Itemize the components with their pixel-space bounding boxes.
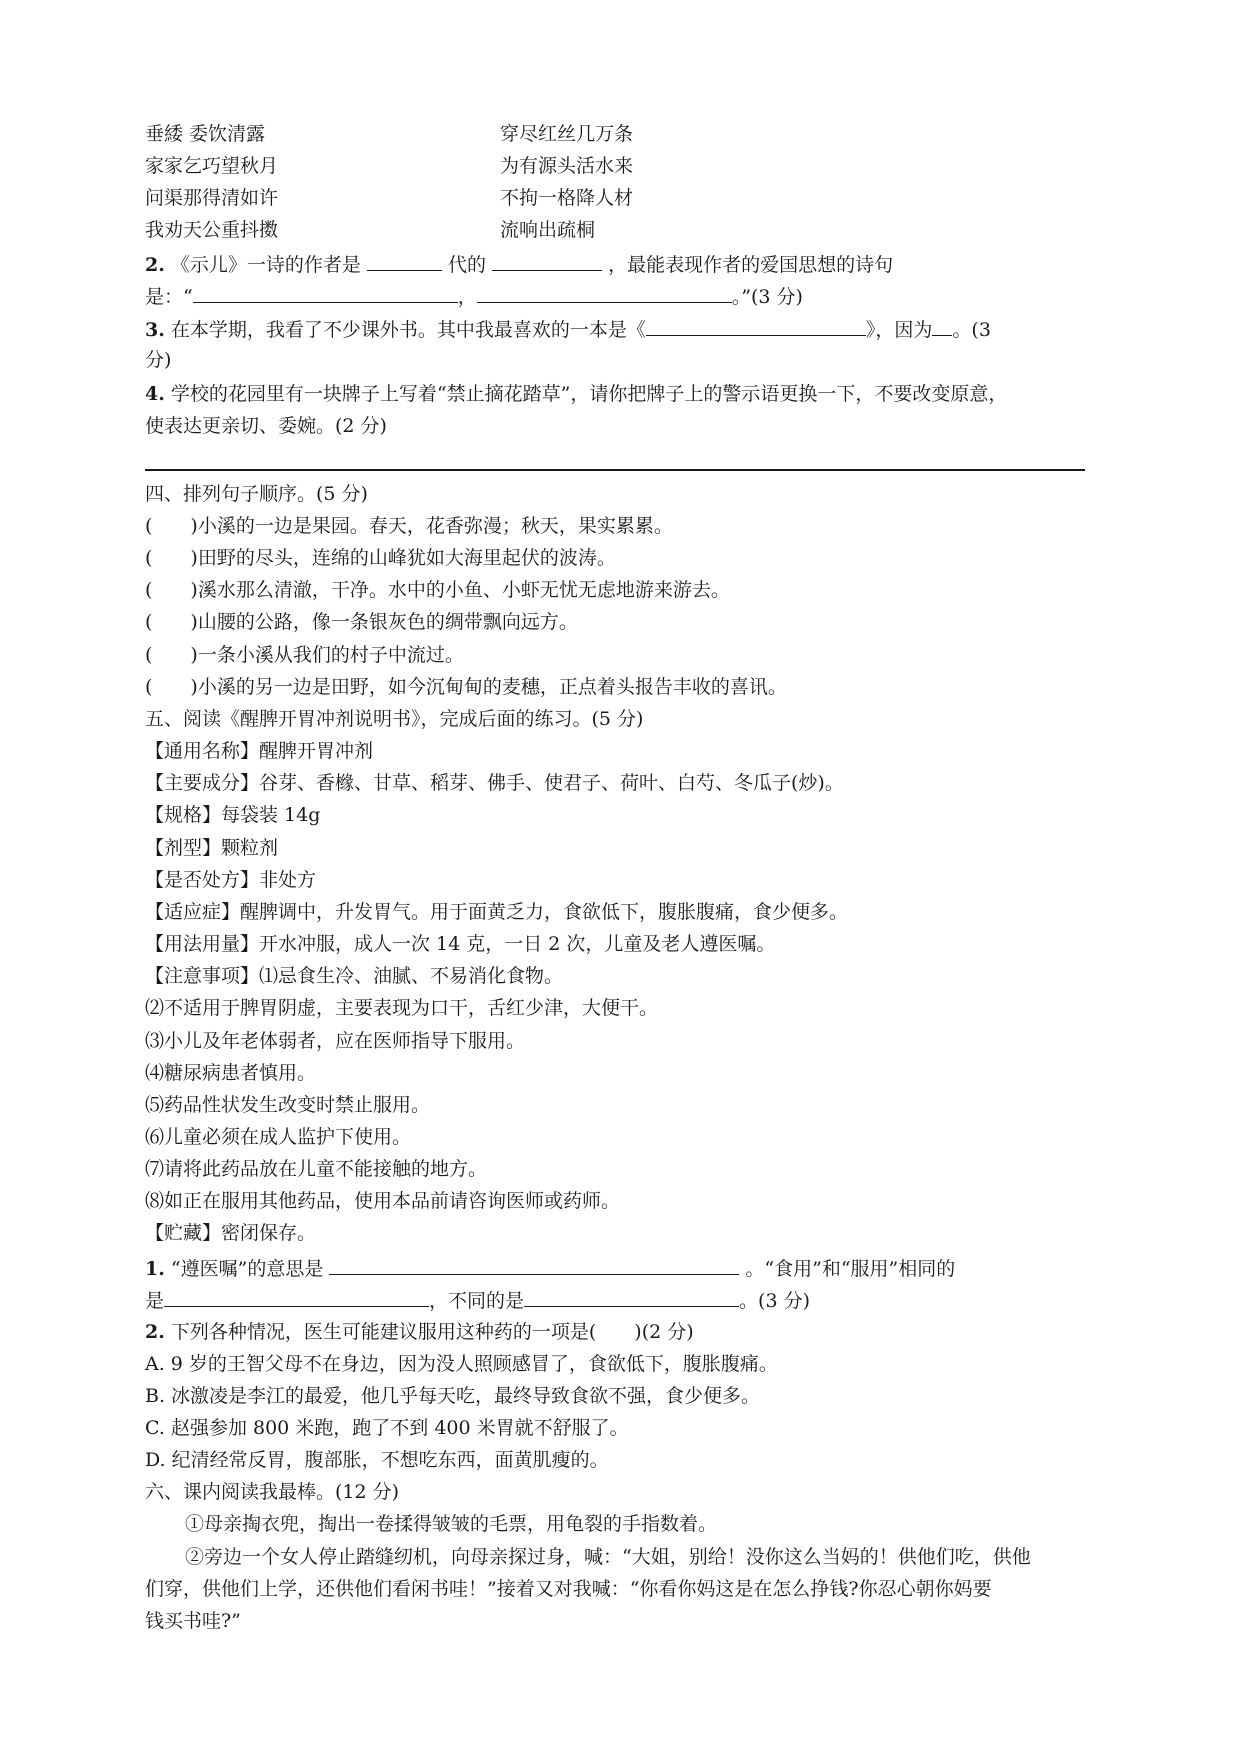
instruction-line: ⑸药品性状发生改变时禁止服用。 [145,1094,431,1116]
answer-blank[interactable] [932,316,952,336]
poem-line-left: 问渠那得清如许 [145,187,279,209]
poem-pair-row [145,122,1105,146]
question-number: 2. [145,1321,165,1343]
instruction-line: 【剂型】颗粒剂 [145,837,279,859]
section-6-title: 六、课内阅读我最棒。(12 分) [145,1481,400,1503]
instruction-line: ⑺请将此药品放在儿童不能接触的地方。 [145,1158,488,1180]
poem-line-left: 家家乞巧望秋月 [145,155,279,177]
question-3-line-2 [145,348,1105,372]
passage-paragraph-1: ①母亲掏衣兜，掏出一卷揉得皱皱的毛票，用龟裂的手指数着。 [185,1513,718,1535]
question-2-line-2 [145,283,1105,309]
section-4-title: 四、排列句子顺序。(5 分) [145,483,368,505]
question-text: 分) [145,349,172,371]
question-text: 。(3 [952,319,991,341]
ordering-item: ( )小溪的另一边是田野，如今沉甸甸的麦穗，正点着头报告丰收的喜讯。 [145,676,787,698]
question-text: 代的 [448,254,487,276]
answer-blank[interactable] [329,1255,739,1275]
instruction-line: ⑷糖尿病患者慎用。 [145,1062,317,1084]
question-4-line-2 [145,414,1105,438]
poem-pair-row [145,154,1105,178]
ordering-item: ( )田野的尽头，连绵的山峰犹如大海里起伏的波涛。 [145,547,616,569]
instruction-line: ⑻如正在服用其他药品，使用本品前请咨询医师或药师。 [145,1190,621,1212]
question-3-line-1 [145,316,1105,342]
answer-blank[interactable] [477,283,732,303]
instruction-line: ⑹儿童必须在成人监护下使用。 [145,1126,412,1148]
poem-pair-row [145,218,1105,242]
instruction-line: 【用法用量】开水冲服，成人一次 14 克，一日 2 次，儿童及老人遵医嘱。 [145,933,776,955]
instruction-line: 【贮藏】密闭保存。 [145,1222,317,1244]
question-text: 》，因为 [865,319,933,341]
question-text: 使表达更亲切、委婉。(2 分) [145,415,387,437]
sec5-question-1-text [145,1255,955,1281]
answer-blank[interactable] [524,1287,739,1307]
section-5-title: 五、阅读《醒脾开胃冲剂说明书》，完成后面的练习。(5 分) [145,708,644,730]
answer-blank[interactable] [193,283,458,303]
question-text: 下列各种情况，医生可能建议服用这种药的一项是( )(2 分) [170,1321,694,1343]
choice-option-a: A. 9 岁的王智父母不在身边，因为没人照顾感冒了，食欲低下，腹胀腹痛。 [145,1353,778,1375]
instruction-line: 【是否处方】非处方 [145,869,317,891]
question-4-line-1 [145,382,1105,406]
choice-option-b: B. 冰激凌是李江的最爱，他几乎每天吃，最终导致食欲不强，食少便多。 [145,1385,761,1407]
instruction-line: ⑶小儿及年老体弱者，应在医师指导下服用。 [145,1030,526,1052]
poem-line-left: 垂緌 委饮清露 [145,123,266,145]
instruction-line: 【主要成分】谷芽、香橼、甘草、稻芽、佛手、使君子、荷叶、白芍、冬瓜子(炒)。 [145,772,844,794]
question-text: 。“食用”和“服用”相同的 [745,1258,956,1280]
answer-blank[interactable] [646,316,866,336]
question-2-text [145,251,893,277]
question-number: 1. [145,1258,165,1280]
instruction-line: 【规格】每袋装 14g [145,804,321,826]
instruction-line: 【适应症】醒脾调中，升发胃气。用于面黄乏力，食欲低下，腹胀腹痛，食少便多。 [145,901,849,923]
question-text: 在本学期，我看了不少课外书。其中我最喜欢的一本是《 [170,319,646,341]
sec5-question-2 [145,1320,1105,1344]
question-text: 是 [145,1290,165,1312]
poem-line-right: 流响出疏桐 [500,219,596,241]
question-2-line-1 [145,251,1105,277]
poem-line-right: 不拘一格降人材 [500,187,634,209]
question-text: “遵医嘱”的意思是 [170,1258,324,1280]
sec5-question-1-line-1 [145,1255,1105,1281]
poem-line-right: 穿尽红丝几万条 [500,123,634,145]
poem-line-left: 我劝天公重抖擞 [145,219,279,241]
question-text: 。(3 分) [739,1290,810,1312]
question-text: 《示儿》一诗的作者是 [170,254,361,276]
question-number: 2. [145,254,165,276]
question-text: 是：“ [145,286,193,308]
ordering-item: ( )一条小溪从我们的村子中流过。 [145,644,464,666]
answer-blank[interactable] [164,1287,429,1307]
answer-line[interactable] [145,469,1085,471]
poem-pair-row [145,186,1105,210]
answer-blank[interactable] [492,251,602,271]
question-text: ， [457,286,477,308]
answer-blank[interactable] [367,251,442,271]
ordering-item: ( )山腰的公路，像一条银灰色的绸带飘向远方。 [145,611,578,633]
question-text: 学校的花园里有一块牌子上写着“禁止摘花踏草”，请你把牌子上的警示语更换一下，不要改变原意， [170,383,1008,405]
ordering-item: ( )小溪的一边是果园。春天，花香弥漫；秋天，果实累累。 [145,515,673,537]
question-text: ，最能表现作者的爱国思想的诗句 [608,254,894,276]
instruction-line: 【注意事项】⑴忌食生冷、油腻、不易消化食物。 [145,965,564,987]
question-text: ，不同的是 [429,1290,525,1312]
question-number: 3. [145,319,165,341]
passage-paragraph-2: ②旁边一个女人停止踏缝纫机，向母亲探过身，喊：“大姐，别给！没你这么当妈的！供他们吃，供他 [185,1546,1031,1568]
choice-option-c: C. 赵强参加 800 米跑，跑了不到 400 米胃就不舒服了。 [145,1417,629,1439]
instruction-line: 【通用名称】醒脾开胃冲剂 [145,740,374,762]
passage-paragraph-2-end: 钱买书哇?” [145,1610,241,1632]
question-number: 4. [145,383,165,405]
choice-option-d: D. 纪清经常反胃，腹部胀，不想吃东西，面黄肌瘦的。 [145,1449,609,1471]
passage-paragraph-2-cont: 们穿，供他们上学，还供他们看闲书哇！”接着又对我喊：“你看你妈这是在怎么挣钱?你忍心朝你妈要 [145,1578,992,1600]
poem-line-right: 为有源头活水来 [500,155,634,177]
ordering-item: ( )溪水那么清澈，干净。水中的小鱼、小虾无忧无虑地游来游去。 [145,579,730,601]
sec5-question-1-line-2 [145,1287,1105,1313]
question-text: 。”(3 分) [731,286,803,308]
instruction-line: ⑵不适用于脾胃阴虚，主要表现为口干，舌红少津，大便干。 [145,997,659,1019]
